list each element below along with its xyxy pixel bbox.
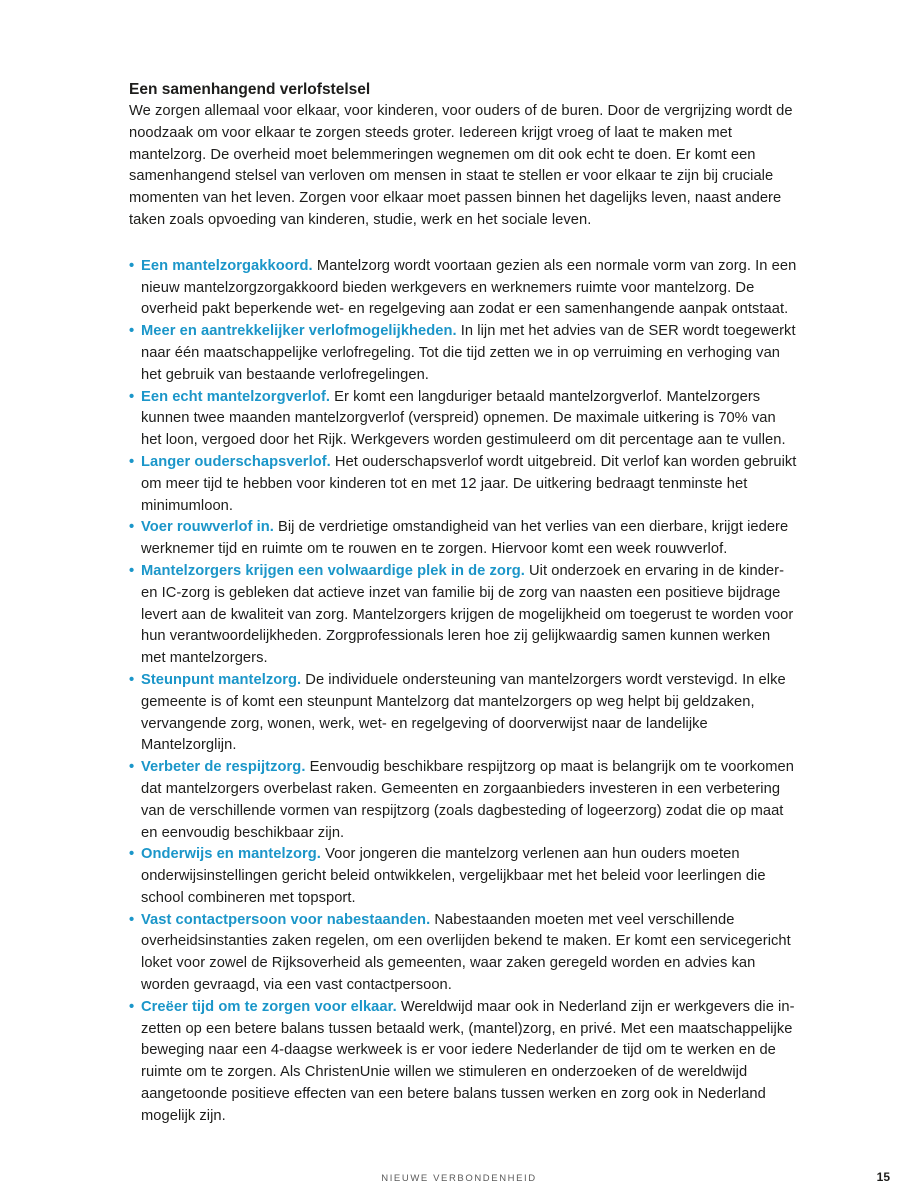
list-item-title: Meer en aantrekkelijker verlofmogelijkheden. [141, 323, 457, 340]
list-item-title: Vast contactpersoon voor nabestaanden. [141, 911, 431, 928]
list-item-text: Het ouderschapsverlof wordt uitgebreid. Dit verlof kan worden gebruikt om meer tijd te hebben voor kinderen tot en met 12 jaar. De uitkering bedraagt tenminste het minimumloon. [141, 453, 797, 514]
intro-paragraph: We zorgen allemaal voor elkaar, voor kinderen, voor ouders of de buren. Door de vergrijzing wordt de noodzaak om voor elkaar te zorgen steeds groter. Iedereen krijgt vroeg of laat te maken met mantelzorg. De overheid moet belemmeringen wegnemen om dit ook echt te doen. Er komt een samenhangend stelsel van verloven om mensen in staat te stellen er voor elkaar te zijn bij cruciale momenten van het leven. Zorgen voor elkaar moet passen binnen het dagelijks leven, naast andere taken zoals opvoeding van kinderen, studie, werk en het sociale leven. [129, 103, 793, 228]
footer-label: NIEUWE VERBONDENHEID [381, 1173, 537, 1184]
list-item [129, 910, 797, 997]
bullet-icon: • [129, 759, 135, 776]
list-item-text: Wereldwijd maar ook in Nederland zijn er werkgevers die inzetten op een betere balans tussen betaald werk, (mantel)zorg, en privé. Met een maatschappelijke beweging naar een 4-daagse werkweek is er voor iedere Nederlander de tijd om te werken en de ruimte om te zorgen. Als ChristenUnie willen we stimuleren en onderzoeken of de wereldwijd aangetoonde positieve effecten van een betere balans tussen werken en zorg ook in Nederland mogelijk zijn. [141, 998, 795, 1124]
list-item-title: Voer rouwverlof in. [141, 519, 274, 536]
list-item-title: Steunpunt mantelzorg. [141, 671, 302, 688]
list-item-title: Creëer tijd om te zorgen voor elkaar. [141, 998, 397, 1015]
list-item [129, 844, 797, 909]
list-item [129, 256, 797, 321]
list-item-title: Een echt mantelzorgverlof. [141, 388, 331, 405]
policy-list [129, 256, 797, 1128]
list-item [129, 670, 797, 757]
bullet-icon: • [129, 911, 135, 928]
list-item-title: Langer ouderschapsverlof. [141, 453, 331, 470]
list-item [129, 517, 797, 561]
bullet-icon: • [129, 671, 135, 688]
section-heading: Een samenhangend verlofstelsel [129, 81, 371, 98]
list-item-title: Een mantelzorgakkoord. [141, 257, 313, 274]
bullet-icon: • [129, 846, 135, 863]
list-item [129, 452, 797, 517]
bullet-icon: • [129, 257, 135, 274]
list-item [129, 387, 797, 452]
list-item-text: Uit onderzoek en ervaring in de kinder- en IC-zorg is gebleken dat actieve inzet van familie bij de zorg van naasten een positieve bijdrage levert aan de kwaliteit van zorg. Mantelzorgers krijgen de mogelijkheid om toegerust te worden voor hun verantwoordelijkheden. Zorgprofessionals leren hoe zij gelijkwaardig samen kunnen werken met mantelzorgers. [141, 562, 794, 667]
list-item [129, 997, 797, 1128]
list-item-text: Eenvoudig beschikbare respijtzorg op maat is belangrijk om te voorkomen dat mantelzorgers overbelast raken. Gemeenten en zorgaanbieders investeren in een verbetering van de verschillende vormen van respijtzorg (zoals dagbesteding of logeerzorg) zodat die op maat en eenvoudig beschikbaar zijn. [141, 759, 794, 841]
page-content [129, 80, 797, 1128]
bullet-icon: • [129, 388, 135, 405]
list-item-text: Nabestaanden moeten met veel verschillende overheidsinstanties zaken regelen, om een overlijden bekend te maken. Er komt een servicegericht loket voor zowel de Rijksoverheid als gemeenten, waar zaken geregeld worden en advies kan worden gevraagd, via een vast contactpersoon. [141, 911, 791, 994]
list-item [129, 757, 797, 844]
bullet-icon: • [129, 323, 135, 340]
list-item-text: Mantelzorg wordt voortaan gezien als een normale vorm van zorg. In een nieuw mantelzorgzorgakkoord bieden werkgevers en werknemers ruimte voor mantelzorg. De overheid pakt beperkende wet- en regelgeving aan zodat er een samenhangende aanpak ontstaat. [141, 257, 797, 318]
list-item [129, 561, 797, 670]
page-number: 15 [876, 1170, 890, 1184]
list-item-title: Mantelzorgers krijgen een volwaardige plek in de zorg. [141, 562, 525, 579]
bullet-icon: • [129, 453, 135, 470]
list-item-text: Bij de verdrietige omstandigheid van het verlies van een dierbare, krijgt iedere werknemer tijd en ruimte om te rouwen en te zorgen. Hiervoor komt een week rouwverlof. [141, 519, 789, 558]
list-item-text: In lijn met het advies van de SER wordt toegewerkt naar één maatschappelijke verlofregeling. Tot die tijd zetten we in op verruiming en verhoging van het gebruik van bestaande verlofregelingen. [141, 323, 796, 383]
list-item-text: De individuele ondersteuning van mantelzorgers wordt verstevigd. In elke gemeente is of komt een steunpunt Mantelzorg dat mantelzorgers op weg helpt bij geldzaken, vervangende zorg, wonen, werk, wet- en regelgeving of doorverwijst naar de landelijke Mantelzorglijn. [141, 671, 786, 754]
list-item-title: Verbeter de respijtzorg. [141, 759, 306, 776]
page-footer [0, 1170, 918, 1190]
list-item-text: Voor jongeren die mantelzorg verlenen aan hun ouders moeten onderwijsinstellingen gericht beleid ontwikkelen, vergelijkbaar met het beleid voor leerlingen die school combineren met topsport. [141, 846, 766, 906]
bullet-icon: • [129, 519, 135, 536]
bullet-icon: • [129, 998, 135, 1015]
list-item-text: Er komt een langduriger betaald mantelzorgverlof. Mantelzorgers kunnen twee maanden mantelzorgverlof (verspreid) opnemen. De maximale uitkering is 70% van het loon, vergoed door het Rijk. Werkgevers worden gestimuleerd om dit percentage aan te vullen. [141, 388, 786, 449]
list-item-title: Onderwijs en mantelzorg. [141, 846, 321, 863]
bullet-icon: • [129, 562, 135, 579]
list-item [129, 321, 797, 386]
